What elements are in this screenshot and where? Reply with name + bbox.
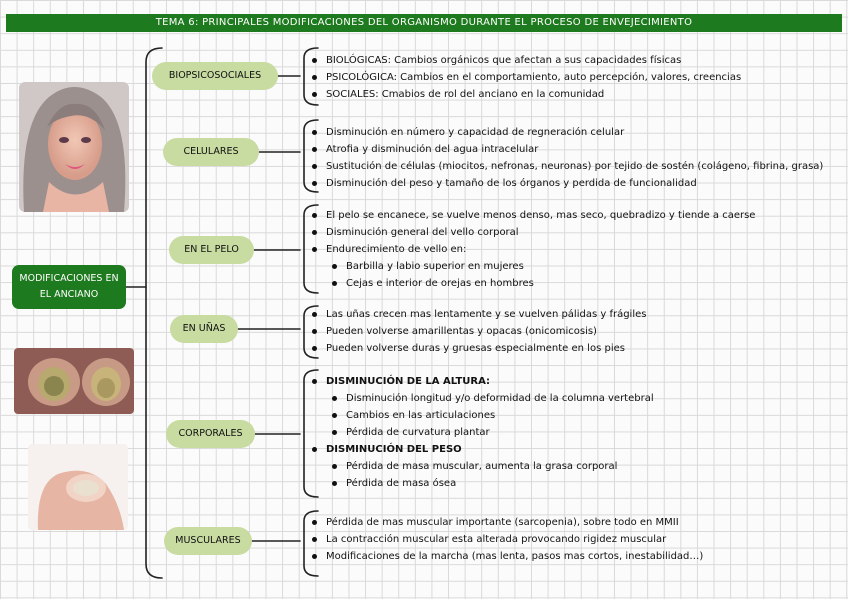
list-item: DISMINUCIÓN DE LA ALTURA: xyxy=(306,373,654,390)
list-item: Disminución en número y capacidad de regneración celular xyxy=(306,124,823,141)
list-item: BIOLÓGICAS: Cambios orgánicos que afectan a sus capacidades físicas xyxy=(306,52,741,69)
list-item: Cejas e interior de orejas en hombres xyxy=(306,275,755,292)
list-item: Disminución del peso y tamaño de los órganos y perdida de funcionalidad xyxy=(306,175,823,192)
list-item: Pérdida de masa muscular, aumenta la grasa corporal xyxy=(306,458,654,475)
biopsicosociales-list xyxy=(306,52,741,103)
list-item: Pérdida de masa ósea xyxy=(306,475,654,492)
list-item: Atrofia y disminución del agua intracelular xyxy=(306,141,823,158)
corporales-list xyxy=(306,373,654,492)
list-item: Modificaciones de la marcha (mas lenta, pasos mas cortos, inestabilidad…) xyxy=(306,548,703,565)
finger-photo xyxy=(28,444,128,530)
category-corporales: CORPORALES xyxy=(166,420,255,448)
category-en-el-pelo: EN EL PELO xyxy=(169,236,254,264)
pelo-list xyxy=(306,207,755,292)
celulares-list xyxy=(306,124,823,192)
list-item: Pérdida de curvatura plantar xyxy=(306,424,654,441)
category-en-unas: EN UÑAS xyxy=(170,315,238,343)
list-item: La contracción muscular esta alterada provocando rigidez muscular xyxy=(306,531,703,548)
list-item: Pueden volverse duras y gruesas especialmente en los pies xyxy=(306,340,646,357)
page-title: TEMA 6: PRINCIPALES MODIFICACIONES DEL ORGANISMO DURANTE EL PROCESO DE ENVEJECIMIENTO xyxy=(6,14,842,32)
list-item: Sustitución de células (miocitos, nefronas, neuronas) por tejido de sostén (colágeno, fibrina, grasa) xyxy=(306,158,823,175)
list-item: Cambios en las articulaciones xyxy=(306,407,654,424)
category-musculares: MUSCULARES xyxy=(164,527,252,555)
list-item: Disminución general del vello corporal xyxy=(306,224,755,241)
list-item: Las uñas crecen mas lentamente y se vuelven pálidas y frágiles xyxy=(306,306,646,323)
category-celulares: CELULARES xyxy=(163,138,259,166)
nails-photo xyxy=(14,348,134,414)
list-item: Disminución longitud y/o deformidad de la columna vertebral xyxy=(306,390,654,407)
unas-list xyxy=(306,306,646,357)
list-item: Pueden volverse amarillentas y opacas (onicomicosis) xyxy=(306,323,646,340)
list-item: Endurecimiento de vello en: xyxy=(306,241,755,258)
list-item: Barbilla y labio superior en mujeres xyxy=(306,258,755,275)
doll-face-photo xyxy=(19,82,129,212)
root-node: MODIFICACIONES EN EL ANCIANO xyxy=(12,265,126,309)
category-biopsicosociales: BIOPSICOSOCIALES xyxy=(152,62,278,90)
list-item: Pérdida de mas muscular importante (sarcopenia), sobre todo en MMII xyxy=(306,514,703,531)
list-item: El pelo se encanece, se vuelve menos denso, mas seco, quebradizo y tiende a caerse xyxy=(306,207,755,224)
list-item: PSICOLÓGICA: Cambios en el comportamiento, auto percepción, valores, creencias xyxy=(306,69,741,86)
list-item: DISMINUCIÓN DEL PESO xyxy=(306,441,654,458)
main-bracket xyxy=(146,48,162,578)
list-item: SOCIALES: Cmabios de rol del anciano en la comunidad xyxy=(306,86,741,103)
musculares-list xyxy=(306,514,703,565)
